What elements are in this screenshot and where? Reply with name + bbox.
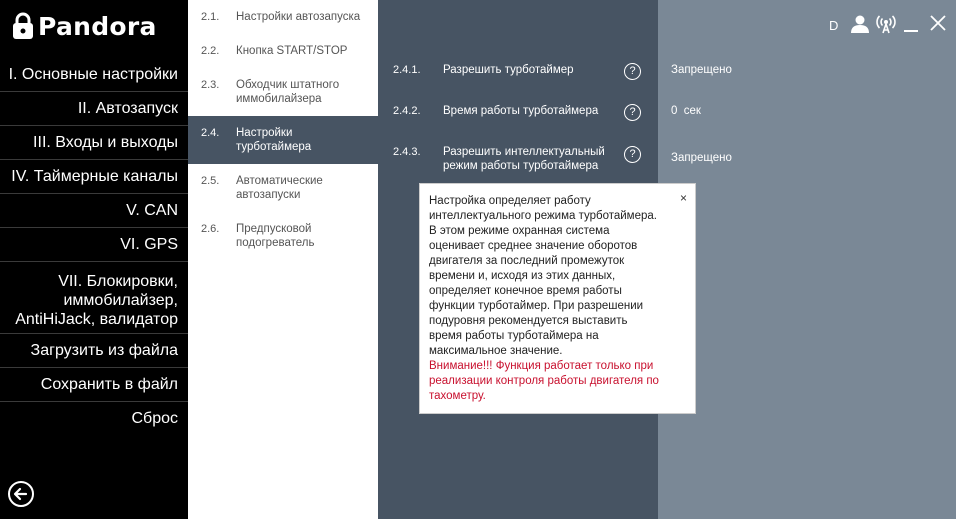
menu-item-reset[interactable]: Сброс bbox=[131, 410, 178, 427]
menu-item-blocking-line: VII. Блокировки, bbox=[58, 273, 178, 290]
submenu-item-immobilizer-bypass[interactable] bbox=[188, 68, 378, 116]
submenu-num: 2.4. bbox=[201, 127, 220, 139]
menu-item-gps[interactable]: VI. GPS bbox=[0, 228, 188, 262]
submenu-label: Предпусковой подогреватель bbox=[236, 223, 315, 249]
pandora-logo bbox=[12, 10, 157, 42]
menu-item-save-file[interactable]: Сохранить в файл bbox=[0, 368, 188, 402]
submenu-num: 2.6. bbox=[201, 223, 220, 235]
submenu-num: 2.2. bbox=[201, 45, 220, 57]
menu-item-blocking-line: AntiHiJack, валидатор bbox=[15, 311, 178, 328]
lock-icon bbox=[12, 12, 34, 40]
setting-num: 2.4.2. bbox=[393, 105, 421, 117]
logo-text: Pandora bbox=[38, 11, 157, 41]
main-menu bbox=[0, 58, 188, 436]
tooltip-warning: Внимание!!! Функция работает только при реализации контроля работы двигателя по тахометру. bbox=[429, 360, 659, 402]
submenu-label: Обходчик штатного иммобилайзера bbox=[236, 79, 340, 105]
submenu-item-start-stop[interactable] bbox=[188, 34, 378, 68]
menu-item-inputs-outputs[interactable]: III. Входы и выходы bbox=[0, 126, 188, 160]
help-tooltip bbox=[419, 183, 696, 414]
submenu-item-turbotimer[interactable] bbox=[188, 116, 378, 164]
signal-icon[interactable] bbox=[876, 14, 896, 34]
menu-item-can[interactable]: V. CAN bbox=[0, 194, 188, 228]
d-indicator[interactable]: D bbox=[829, 18, 839, 33]
menu-item-blocking[interactable] bbox=[0, 262, 188, 334]
submenu bbox=[188, 0, 378, 519]
submenu-label: Кнопка START/STOP bbox=[236, 45, 348, 57]
submenu-label: Автоматические автозапуски bbox=[236, 175, 323, 201]
help-icon[interactable]: ? bbox=[624, 104, 641, 121]
help-icon[interactable]: ? bbox=[624, 63, 641, 80]
submenu-item-auto-autostarts[interactable] bbox=[188, 164, 378, 212]
submenu-item-preheater[interactable] bbox=[188, 212, 378, 260]
minimize-icon[interactable] bbox=[904, 30, 918, 32]
setting-value-turbotimer-duration[interactable]: 0 сек bbox=[671, 105, 701, 117]
submenu-label: Настройки автозапуска bbox=[236, 11, 361, 23]
main-sidebar bbox=[0, 0, 188, 519]
close-icon[interactable] bbox=[930, 14, 946, 32]
tooltip-close-button[interactable]: × bbox=[679, 191, 687, 205]
submenu-num: 2.3. bbox=[201, 79, 220, 91]
setting-label-turbotimer-duration: Время работы турботаймера bbox=[443, 105, 599, 117]
submenu-label: Настройки турботаймера bbox=[236, 127, 312, 153]
menu-item-blocking-line: иммобилайзер, bbox=[63, 292, 178, 309]
setting-label-enable-turbotimer: Разрешить турботаймер bbox=[443, 64, 574, 76]
submenu-num: 2.5. bbox=[201, 175, 220, 187]
menu-item-timer-channels[interactable]: IV. Таймерные каналы bbox=[0, 160, 188, 194]
menu-item-basic-settings[interactable]: I. Основные настройки bbox=[0, 58, 188, 92]
menu-item-load-file[interactable]: Загрузить из файла bbox=[0, 334, 188, 368]
back-arrow-icon[interactable] bbox=[8, 481, 34, 507]
tooltip-text: Настройка определяет работу интеллектуального режима турботаймера. В этом режиме охранная система оценивает среднее значение оборотов двигателя за последний промежуток времени и, исходя из этих данных, определяет конечное время работы функции турботаймер. При разрешении подуровня рекомендуется выставить время работы турботаймера на максимальное значение. bbox=[429, 195, 657, 357]
submenu-item-autostart-settings[interactable] bbox=[188, 0, 378, 34]
setting-num: 2.4.1. bbox=[393, 64, 421, 76]
setting-label-intelligent-turbotimer: Разрешить интеллектуальный режим работы турботаймера bbox=[443, 146, 605, 172]
user-icon[interactable] bbox=[850, 14, 870, 34]
help-icon[interactable]: ? bbox=[624, 146, 641, 163]
submenu-num: 2.1. bbox=[201, 11, 220, 23]
menu-item-autostart[interactable]: II. Автозапуск bbox=[0, 92, 188, 126]
setting-value-intelligent-turbotimer[interactable]: Запрещено bbox=[671, 152, 732, 164]
values-column bbox=[658, 0, 956, 519]
setting-value-enable-turbotimer[interactable]: Запрещено bbox=[671, 64, 732, 76]
setting-num: 2.4.3. bbox=[393, 146, 421, 158]
